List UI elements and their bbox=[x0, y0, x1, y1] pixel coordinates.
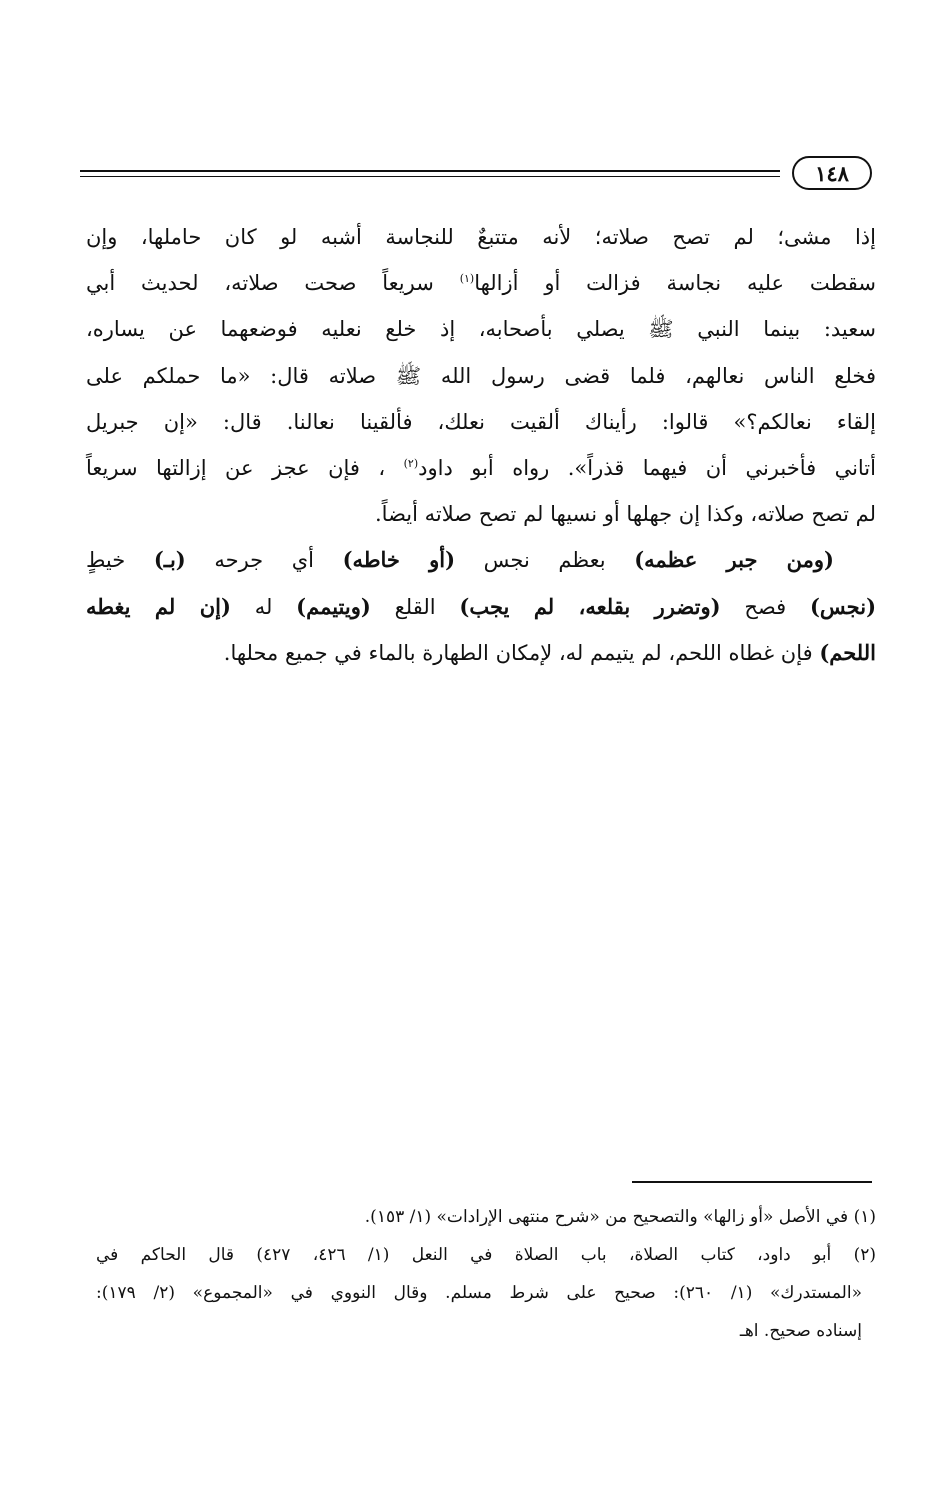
footnote-ref[interactable]: (١) bbox=[459, 272, 475, 286]
text-line: (نجس) فصح (وتضرر بقلعه، لم يجب) القلع (ويتيمم) له (إن لم يغطه bbox=[86, 593, 876, 619]
text-line: إذا مشى؛ لم تصح صلاته؛ لأنه متتبعٌ للنجاسة أشبه لو كان حاملها، وإن bbox=[86, 225, 876, 249]
footnote-2: (٢) أبو داود، كتاب الصلاة، باب الصلاة في النعل (١/ ٤٢٦، ٤٢٧) قال الحاكم في bbox=[96, 1245, 876, 1265]
text-line: اللحم) فإن غطاه اللحم، لم يتيمم له، لإمكان الطهارة بالماء في جميع محلها. bbox=[223, 639, 876, 665]
footnote-separator bbox=[632, 1181, 872, 1183]
footnote-2-cont: «المستدرك» (١/ ٢٦٠): صحيح على شرط مسلم. وقال النووي في «المجموع» (٢/ ١٧٩): bbox=[96, 1283, 862, 1303]
text-line: لم تصح صلاته، وكذا إن جهلها أو نسيها لم تصح صلاته أيضاً. bbox=[375, 502, 876, 527]
text-line: فخلع الناس نعالهم، فلما قضى رسول الله ﷺ صلاته قال: «ما حملكم على bbox=[86, 363, 876, 388]
page-number: ١٤٨ bbox=[815, 160, 849, 186]
footnote-1: (١) في الأصل «أو زالها» والتصحيح من «شرح منتهى الإرادات» (١/ ١٥٣). bbox=[364, 1207, 876, 1227]
main-text bbox=[86, 214, 876, 676]
text-line: إلقاء نعالكم؟» قالوا: رأيناك ألقيت نعلك، فألقينا نعالنا. قال: «إن جبريل bbox=[86, 409, 876, 434]
text-line: سعيد: بينما النبي ﷺ يصلي بأصحابه، إذ خلع نعليه فوضعهما عن يساره، bbox=[86, 317, 876, 342]
page-header bbox=[80, 154, 872, 194]
footnote-2-end: إسناده صحيح. اهـ bbox=[739, 1321, 862, 1341]
page-number-badge bbox=[792, 156, 872, 190]
text-line: (ومن جبر عظمه) بعظم نجس (أو خاطه) أي جرحه (بـ) خيطٍ bbox=[86, 547, 834, 573]
header-rule bbox=[80, 170, 780, 172]
text-line: سقطت عليه نجاسة فزالت أو أزالها$^{(١)}$ سريعاً صحت صلاته، لحديث أبي bbox=[86, 271, 876, 296]
header-rule-thin bbox=[80, 176, 780, 177]
footnote-ref[interactable]: (٢) bbox=[403, 457, 419, 471]
text-line: أتاني فأخبرني أن فيهما قذراً». رواه أبو داود$^{(٢)}$ ، فإن عجز عن إزالتها سريعاً bbox=[86, 456, 876, 481]
footnotes bbox=[96, 1198, 876, 1350]
